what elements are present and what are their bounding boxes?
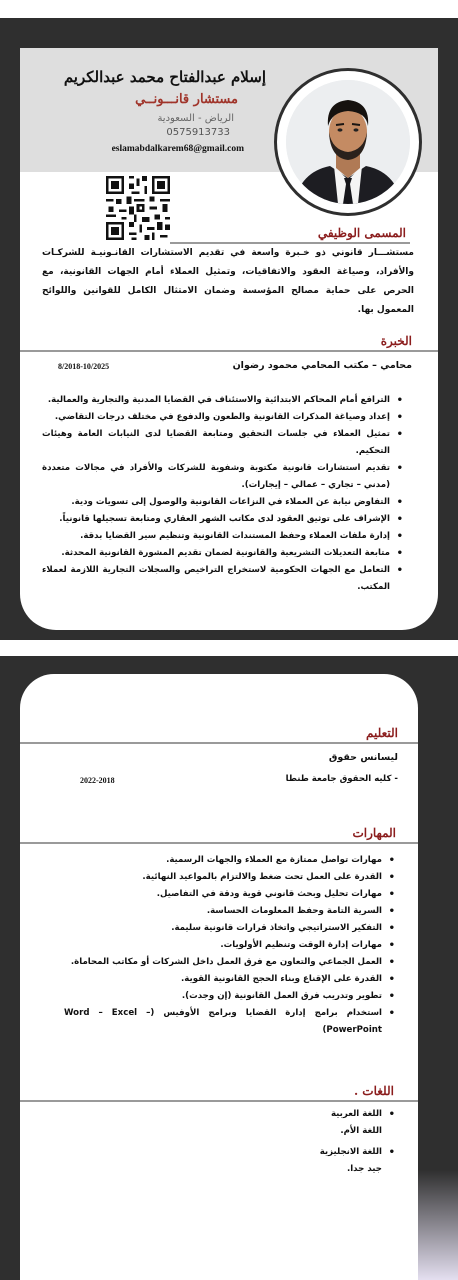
education-dates: 2022-2018 xyxy=(80,776,115,785)
profile-photo-frame xyxy=(274,68,422,216)
list-item: • التفكير الاستراتيجي واتخاذ قرارات قانونية سليمة. xyxy=(64,920,396,937)
experience-heading: الخبرة xyxy=(380,334,412,348)
list-item: • تقديم استشارات قانونية مكتوبة وشفوية للشركات والأفراد في مجالات متعددة (مدني – تجاري – عمالي – إيجارات). xyxy=(42,460,404,494)
languages-heading: اللغات . xyxy=(353,1084,394,1098)
education-school: - كليه الحقوق جامعة طنطا xyxy=(285,774,398,784)
person-portrait-icon xyxy=(286,80,410,204)
list-item: • اللغة العربية xyxy=(246,1106,396,1123)
experience-duties-list xyxy=(42,392,404,596)
list-item: • متابعة التعديلات التشريعية والقانونية لضمان تقديم المشورة القانونية المحدثة. xyxy=(42,545,404,562)
candidate-role: مستشار قانـــونــي xyxy=(135,92,238,107)
list-item: • استخدام برامج إدارة القضايا وبرامج الأوفيس (Word – Excel – PowerPoint) xyxy=(64,1005,396,1039)
resume-page-1 xyxy=(20,48,438,630)
list-item: • العمل الجماعي والتعاون مع فرق العمل داخل الشركات أو مكاتب المحاماة. xyxy=(64,954,396,971)
skills-list xyxy=(64,852,396,1039)
list-item: • القدرة على الإقناع وبناء الحجج القانونية القوية. xyxy=(64,971,396,988)
resume-page-1-frame xyxy=(0,18,458,640)
resume-page-2 xyxy=(20,674,418,1280)
list-item: • التفاوض نيابة عن العملاء في النزاعات القانونية والوصول إلى تسويات ودية. xyxy=(42,494,404,511)
list-item: • مهارات تحليل وبحث قانوني قوية ودقة في التفاصيل. xyxy=(64,886,396,903)
corner-glow xyxy=(418,1170,458,1280)
skills-heading: المهارات xyxy=(352,826,396,840)
education-underline xyxy=(20,742,418,744)
list-item: • القدرة على العمل تحت ضغط والالتزام بالمواعيد النهائية. xyxy=(64,869,396,886)
experience-underline xyxy=(20,350,438,352)
job-title-summary: مستشـــار قانوني ذو خـبرة واسعة في تقديم الاستشارات القانـونيـة للشركـات والأفراد، وصياغة العقود والاتفاقيات، وتمثيل العملاء أمام الجهات القانونية، مع الحرص على حماية مصالح المؤسسة وضمان الامتثال الكامل للقوانين واللوائح المعمول بها. xyxy=(42,248,414,315)
list-item: • تمثيل العملاء في جلسات التحقيق ومتابعة القضايا لدى النيابات العامة وهيئات التحكيم. xyxy=(42,426,404,460)
job-title-heading: المسمى الوظيفي xyxy=(317,226,406,240)
list-item: • التعامل مع الجهات الحكومية لاستخراج التراخيص والسجلات التجارية اللازمة لعملاء المكتب. xyxy=(42,562,404,596)
education-heading: التعليم xyxy=(366,726,398,740)
list-item: • الإشراف على توثيق العقود لدى مكاتب الشهر العقاري ومتابعة تسجيلها قانونياً. xyxy=(42,511,404,528)
list-item: • إعداد وصياغة المذكرات القانونية والطعون والدفوع في مختلف درجات التقاضي. xyxy=(42,409,404,426)
profile-photo xyxy=(286,80,410,204)
list-item: • الترافع أمام المحاكم الابتدائية والاستئناف في القضايا المدنية والتجارية والعمالية. xyxy=(42,392,404,409)
resume-page-2-frame xyxy=(0,656,458,1280)
list-item: • تطوير وتدريب فرق العمل القانونية (إن وجدت). xyxy=(64,988,396,1005)
candidate-name: إسلام عبدالفتاح محمد عبدالكريم xyxy=(63,68,266,86)
language-level: اللغة الأم. xyxy=(340,1126,382,1136)
candidate-location: الرياض - السعودية xyxy=(157,113,234,124)
list-item: • مهارات تواصل ممتازة مع العملاء والجهات الرسمية. xyxy=(64,852,396,869)
list-item: • السرية التامة وحفظ المعلومات الحساسة. xyxy=(64,903,396,920)
languages-underline xyxy=(20,1100,418,1102)
language-level: جيد جدا. xyxy=(346,1164,382,1174)
list-item: • مهارات إدارة الوقت وتنظيم الأولويات. xyxy=(64,937,396,954)
candidate-email: eslamabdalkarem68@gmail.com xyxy=(111,144,244,154)
list-item: • اللغة الانجليزية xyxy=(246,1144,396,1161)
list-item: • إدارة ملفات العملاء وحفظ المستندات القانونية وتنظيم سير القضايا بدقة. xyxy=(42,528,404,545)
education-degree: ليسانس حقوق xyxy=(328,752,398,763)
experience-dates: 8/2018-10/2025 xyxy=(58,362,110,371)
skills-underline xyxy=(20,842,418,844)
candidate-phone: 0575913733 xyxy=(166,127,230,138)
qr-code-icon xyxy=(106,176,170,240)
experience-position: محامي – مكتب المحامي محمود رضوان xyxy=(232,360,412,371)
languages-list xyxy=(246,1106,396,1182)
